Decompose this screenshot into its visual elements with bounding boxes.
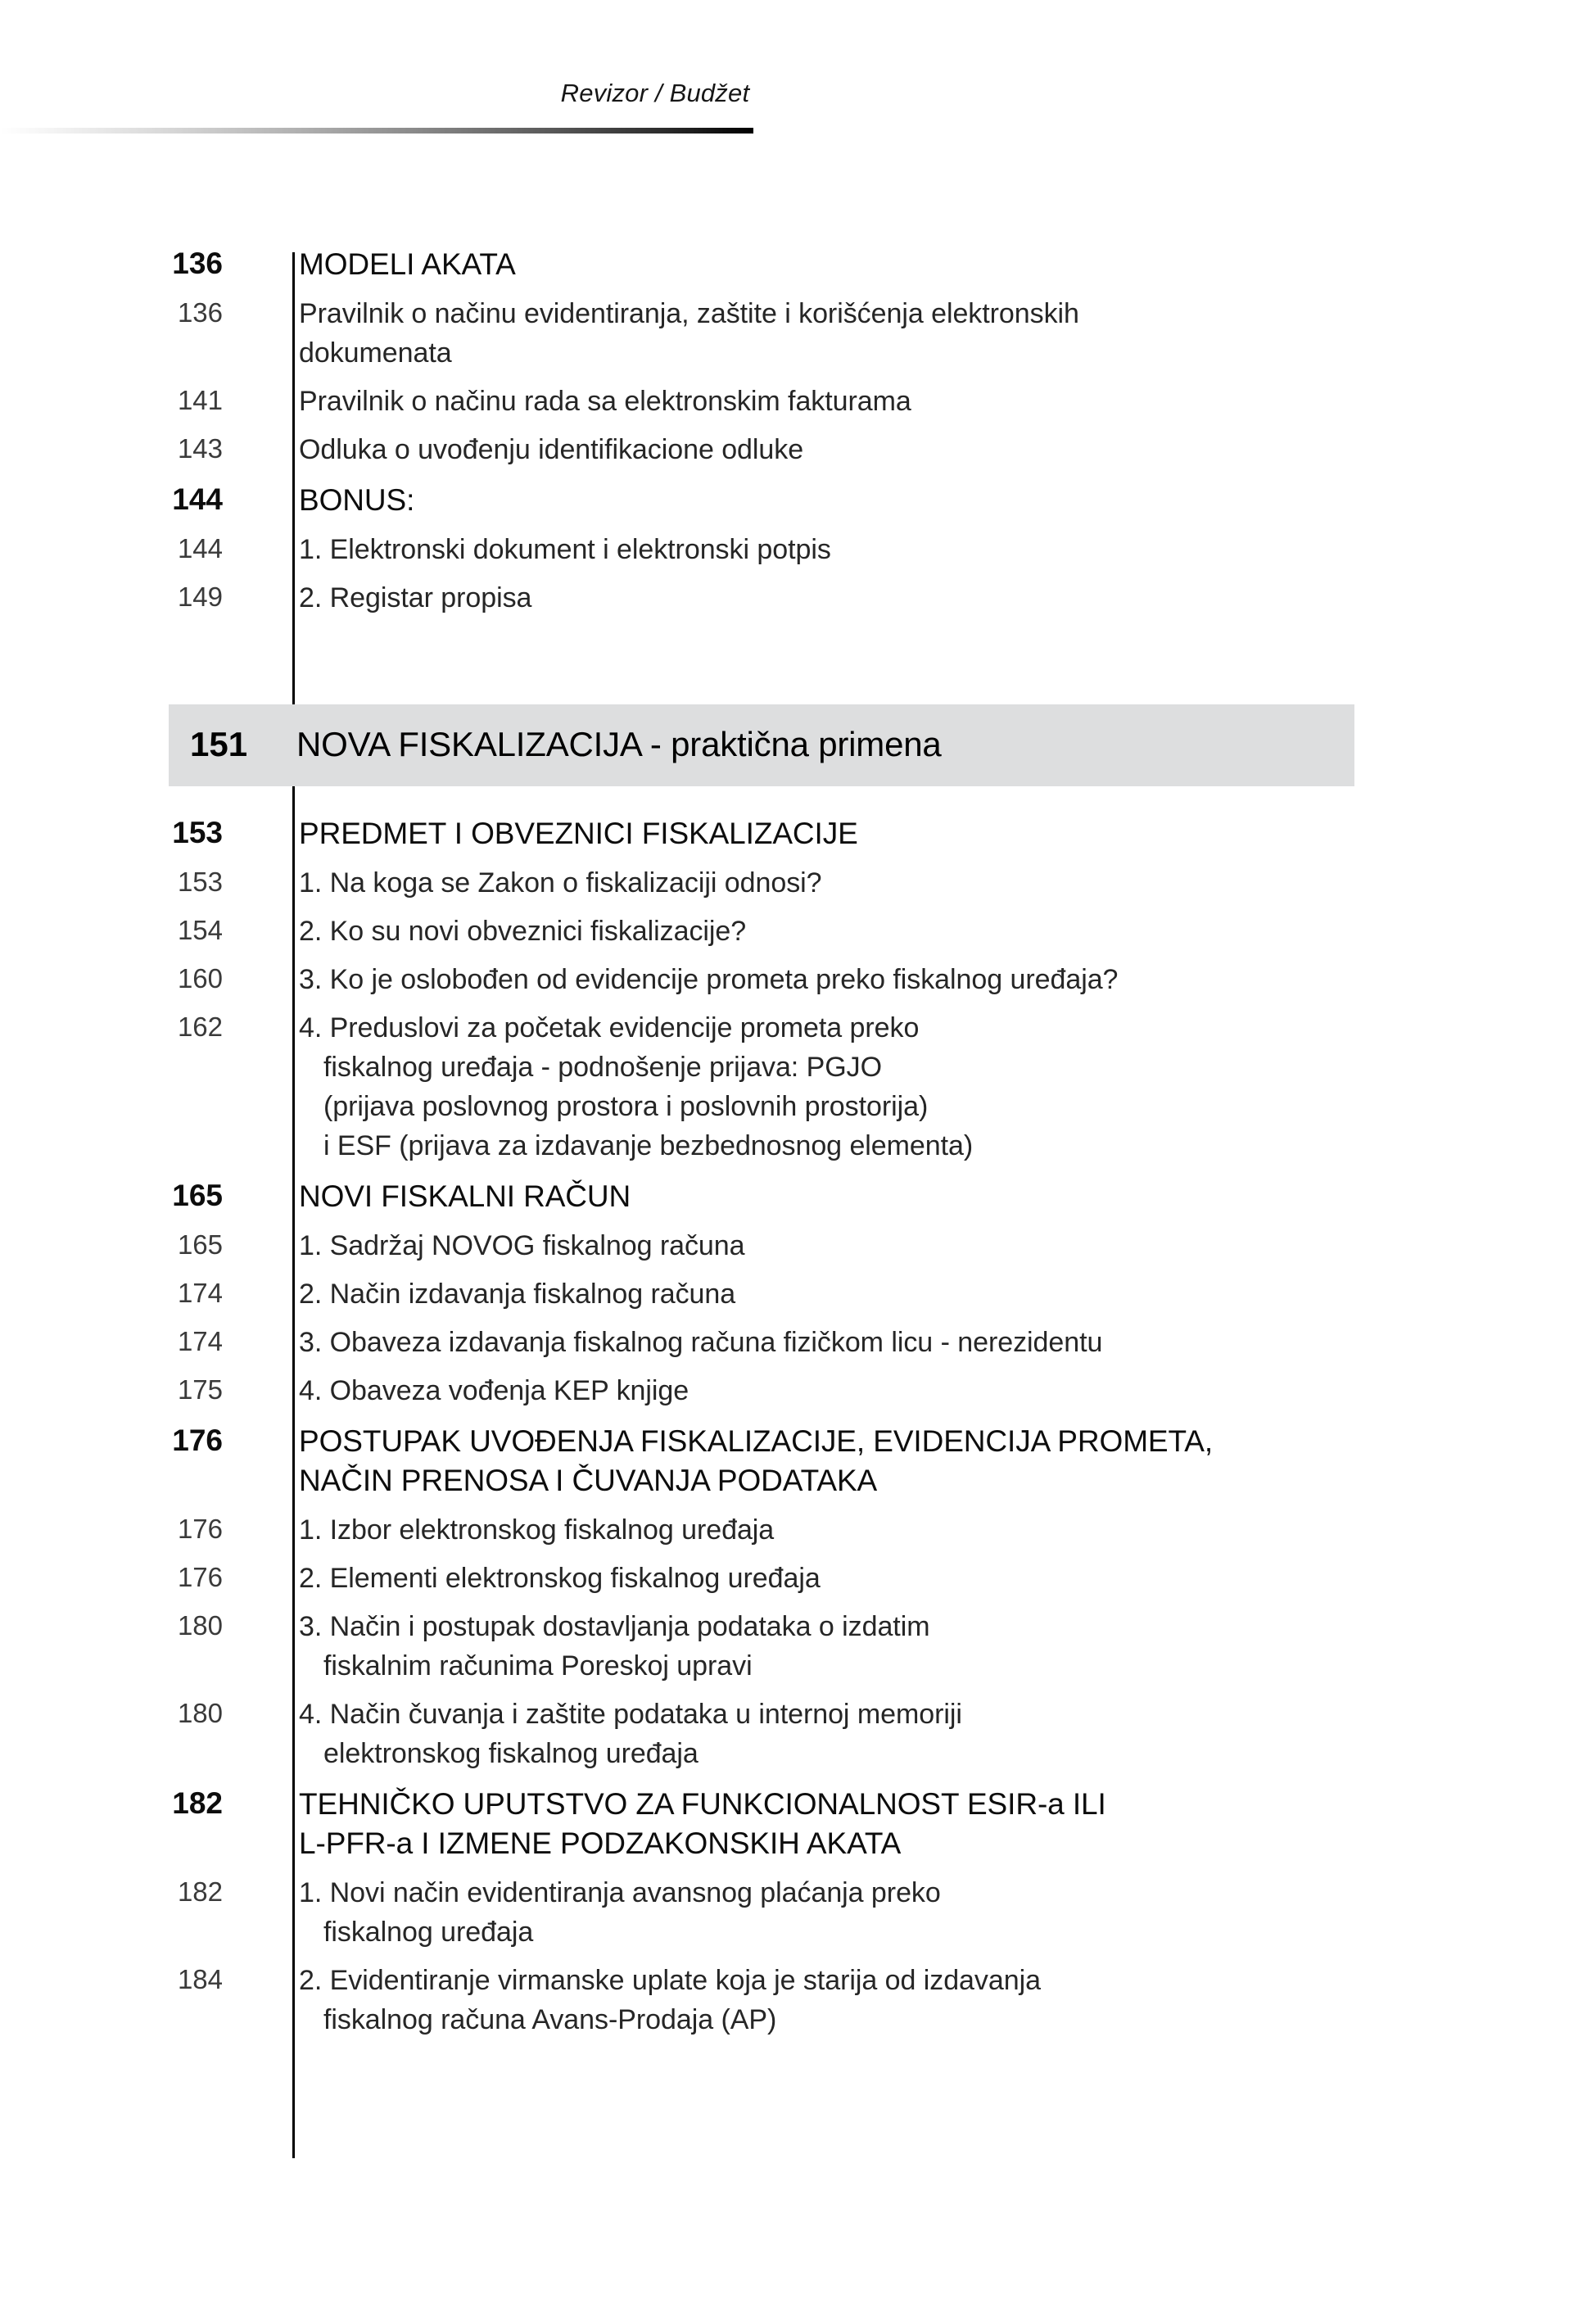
- toc-page-number: 184: [177, 1964, 223, 1994]
- toc-title-line: Odluka o uvođenju identifikacione odluke: [299, 434, 804, 465]
- toc-title-line: 2. Ko su novi obveznici fiskalizacije?: [299, 916, 747, 947]
- toc-page-number: 180: [177, 1610, 223, 1641]
- toc-title-line: 2. Elementi elektronskog fiskalnog uređaja: [299, 1563, 821, 1594]
- toc-page-number: 154: [177, 915, 223, 945]
- toc-entry[interactable]: [0, 382, 1596, 421]
- toc-entry-title: [262, 1422, 1596, 1500]
- toc-page-number: 149: [177, 582, 223, 612]
- toc-title-line: 4. Preduslovi za početak evidencije prometa preko: [299, 1012, 920, 1043]
- toc-entry[interactable]: [0, 1785, 1596, 1863]
- toc-title-line: BONUS:: [299, 483, 415, 517]
- running-header-title: Revizor / Budžet: [560, 79, 750, 107]
- toc-title-line: 1. Izbor elektronskog fiskalnog uređaja: [299, 1514, 775, 1546]
- toc-title-line: 3. Način i postupak dostavljanja podataka o izdatim: [299, 1611, 930, 1642]
- toc-title-continuation: fiskalnim računima Poreskoj upravi: [323, 1650, 753, 1682]
- toc-entry-title: [262, 245, 1596, 284]
- toc-entry-title: [262, 530, 1596, 569]
- toc-title-line: NOVA FISKALIZACIJA - praktična primena: [296, 725, 942, 763]
- toc-title-line: 1. Na koga se Zakon o fiskalizaciji odnosi?: [299, 867, 822, 898]
- toc-entry[interactable]: [0, 1873, 1596, 1952]
- toc-title-line: 1. Sadržaj NOVOG fiskalnog računa: [299, 1230, 745, 1261]
- toc-entry[interactable]: [0, 1371, 1596, 1410]
- toc-entry-title: [262, 1607, 1596, 1686]
- toc-title-line: TEHNIČKO UPUTSTVO ZA FUNKCIONALNOST ESIR-a ILI: [299, 1787, 1106, 1821]
- toc-page-number: 136: [172, 247, 223, 280]
- toc-page-number: 182: [177, 1876, 223, 1907]
- toc-entry-title: [262, 1274, 1596, 1314]
- toc-title-line: 1. Novi način evidentiranja avansnog plaćanja preko: [299, 1877, 941, 1908]
- toc-title-continuation: NAČIN PRENOSA I ČUVANJA PODATAKA: [299, 1464, 878, 1497]
- toc-entry[interactable]: [0, 578, 1596, 618]
- toc-entry-title: [262, 722, 1354, 767]
- toc-page-number: 176: [177, 1514, 223, 1544]
- toc-entry[interactable]: [0, 1274, 1596, 1314]
- toc-page-number: 176: [177, 1562, 223, 1592]
- toc-page-number: 175: [177, 1374, 223, 1405]
- toc-entry-title: [262, 1873, 1596, 1952]
- toc-page-number: 136: [177, 297, 223, 328]
- toc-entry[interactable]: [0, 1323, 1596, 1362]
- toc-entry[interactable]: [0, 1559, 1596, 1598]
- toc-title-line: 3. Ko je oslobođen od evidencije prometa preko fiskalnog uređaja?: [299, 964, 1119, 995]
- toc-entry-title: [262, 1785, 1596, 1863]
- toc-page-number: 162: [177, 1012, 223, 1042]
- toc-entry[interactable]: [0, 1008, 1596, 1166]
- toc-entry[interactable]: [169, 704, 1354, 786]
- toc-entry[interactable]: [0, 1226, 1596, 1265]
- toc-page-number: 180: [177, 1698, 223, 1728]
- toc-entry-title: [262, 1559, 1596, 1598]
- toc-entry-title: [262, 1226, 1596, 1265]
- toc-entry-title: [262, 430, 1596, 469]
- toc-page-number: 176: [172, 1424, 223, 1457]
- toc-entry-title: [262, 814, 1596, 853]
- toc-entry-title: [262, 481, 1596, 520]
- toc-entry-title: [262, 863, 1596, 903]
- toc-title-continuation: (prijava poslovnog prostora i poslovnih prostorija): [323, 1091, 929, 1122]
- toc-entry-title: [262, 382, 1596, 421]
- toc-title-continuation: fiskalnog računa Avans-Prodaja (AP): [323, 2004, 777, 2035]
- toc-title-line: Pravilnik o načinu evidentiranja, zaštite i korišćenja elektronskih: [299, 298, 1079, 329]
- toc-page-number: 151: [190, 725, 248, 763]
- toc-title-continuation: fiskalnog uređaja - podnošenje prijava: PGJO: [323, 1052, 882, 1083]
- toc-title-line: 4. Obaveza vođenja KEP knjige: [299, 1375, 689, 1406]
- toc-entry-title: [262, 578, 1596, 618]
- toc-page-number: 144: [177, 533, 223, 564]
- toc-page-number: 153: [172, 816, 223, 849]
- toc-title-line: 2. Registar propisa: [299, 582, 532, 613]
- toc-entry[interactable]: [0, 1510, 1596, 1550]
- page-running-header: [0, 0, 1596, 139]
- toc-entry[interactable]: [0, 481, 1596, 520]
- toc-title-line: 2. Način izdavanja fiskalnog računa: [299, 1279, 736, 1310]
- toc-page-number: 174: [177, 1326, 223, 1356]
- toc-entry-title: [262, 1177, 1596, 1216]
- table-of-contents: [0, 233, 1596, 2048]
- toc-title-line: MODELI AKATA: [299, 247, 516, 281]
- toc-title-line: 4. Način čuvanja i zaštite podataka u internoj memoriji: [299, 1699, 962, 1730]
- toc-page-number: 141: [177, 385, 223, 415]
- toc-entry[interactable]: [0, 430, 1596, 469]
- toc-title-line: 1. Elektronski dokument i elektronski potpis: [299, 534, 831, 565]
- toc-title-line: Pravilnik o načinu rada sa elektronskim fakturama: [299, 386, 911, 417]
- toc-title-line: PREDMET I OBVEZNICI FISKALIZACIJE: [299, 817, 858, 850]
- toc-entry[interactable]: [0, 1422, 1596, 1500]
- toc-entry[interactable]: [0, 912, 1596, 951]
- toc-entry-title: [262, 294, 1596, 373]
- toc-title-continuation: elektronskog fiskalnog uređaja: [323, 1738, 699, 1769]
- toc-title-continuation: i ESF (prijava za izdavanje bezbednosnog elementa): [323, 1130, 974, 1161]
- toc-page-number: 174: [177, 1278, 223, 1308]
- toc-entry-title: [262, 1510, 1596, 1550]
- toc-entry[interactable]: [0, 960, 1596, 999]
- toc-entry[interactable]: [0, 530, 1596, 569]
- toc-title-line: 2. Evidentiranje virmanske uplate koja je starija od izdavanja: [299, 1965, 1041, 1996]
- toc-title-continuation: fiskalnog uređaja: [323, 1917, 534, 1948]
- toc-entry[interactable]: [0, 1177, 1596, 1216]
- toc-entry-title: [262, 1371, 1596, 1410]
- toc-entry[interactable]: [0, 245, 1596, 284]
- toc-section-gap: [0, 627, 1596, 651]
- toc-page-number: 160: [177, 963, 223, 994]
- toc-entry-title: [262, 960, 1596, 999]
- toc-entry-title: [262, 1008, 1596, 1166]
- toc-title-line: 3. Obaveza izdavanja fiskalnog računa fizičkom licu - nerezidentu: [299, 1327, 1103, 1358]
- toc-entry[interactable]: [0, 814, 1596, 853]
- toc-page-number: 165: [177, 1229, 223, 1260]
- toc-entry-title: [262, 1961, 1596, 2039]
- toc-page-number: 144: [172, 482, 223, 516]
- toc-entry-title: [262, 1695, 1596, 1773]
- toc-page-number: 182: [172, 1786, 223, 1820]
- toc-page-number: 165: [172, 1179, 223, 1212]
- toc-title-line: POSTUPAK UVOĐENJA FISKALIZACIJE, EVIDENCIJA PROMETA,: [299, 1424, 1214, 1458]
- toc-title-line: NOVI FISKALNI RAČUN: [299, 1179, 631, 1213]
- toc-page-number: 153: [177, 867, 223, 897]
- toc-title-continuation: dokumenata: [299, 337, 452, 369]
- toc-row-list: [0, 245, 1596, 2039]
- toc-page-number: 143: [177, 433, 223, 464]
- toc-entry-title: [262, 912, 1596, 951]
- toc-entry[interactable]: [0, 1961, 1596, 2039]
- toc-entry[interactable]: [0, 294, 1596, 373]
- toc-entry[interactable]: [0, 863, 1596, 903]
- toc-entry[interactable]: [0, 1607, 1596, 1686]
- toc-entry-title: [262, 1323, 1596, 1362]
- toc-title-continuation: L-PFR-a I IZMENE PODZAKONSKIH AKATA: [299, 1826, 902, 1860]
- header-gradient-rule: [0, 128, 753, 134]
- toc-entry[interactable]: [0, 1695, 1596, 1773]
